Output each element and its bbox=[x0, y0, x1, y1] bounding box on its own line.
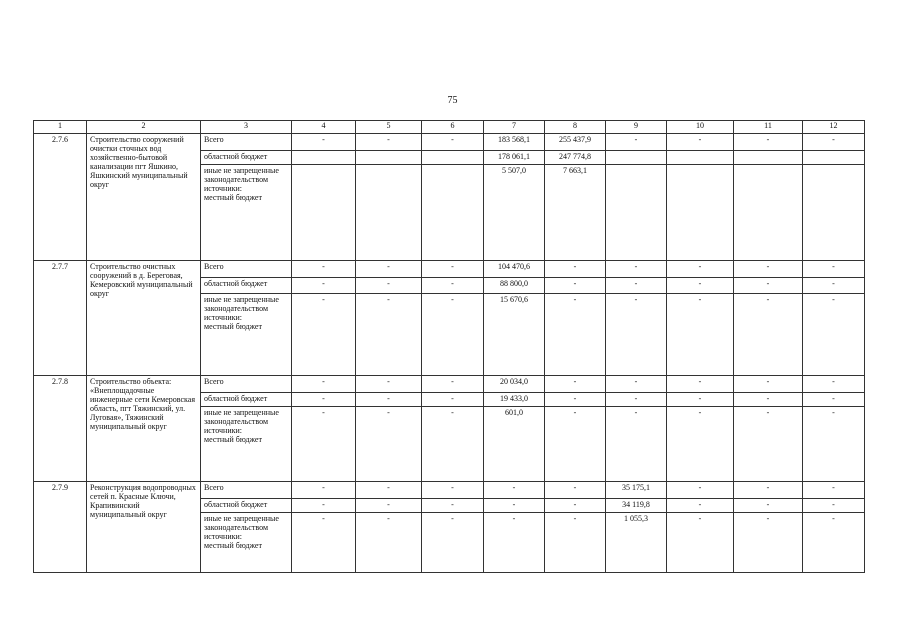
item-name: Строительство сооружений очистки сточных вод хозяйственно-бытовой канализации пгт Яшкино, Яшкинский муниципальный округ bbox=[87, 134, 201, 261]
value-cell: - bbox=[356, 513, 422, 573]
value-cell: - bbox=[667, 407, 734, 482]
value-cell: - bbox=[356, 376, 422, 393]
column-number-10: 10 bbox=[667, 121, 734, 134]
source-label-regional: областной бюджет bbox=[201, 151, 292, 165]
value-cell: - bbox=[484, 482, 545, 499]
value-cell: - bbox=[422, 482, 484, 499]
value-cell bbox=[422, 165, 484, 261]
value-cell: - bbox=[803, 482, 865, 499]
value-cell: - bbox=[545, 278, 606, 294]
value-cell bbox=[734, 165, 803, 261]
source-label-regional: областной бюджет bbox=[201, 499, 292, 513]
value-cell: - bbox=[356, 261, 422, 278]
column-number-3: 3 bbox=[201, 121, 292, 134]
value-cell: - bbox=[734, 134, 803, 151]
value-cell bbox=[667, 151, 734, 165]
value-cell: - bbox=[545, 261, 606, 278]
value-cell: - bbox=[734, 294, 803, 376]
value-cell: - bbox=[545, 294, 606, 376]
table-row bbox=[34, 134, 865, 151]
value-cell bbox=[292, 165, 356, 261]
value-cell: - bbox=[484, 513, 545, 573]
value-cell: - bbox=[422, 393, 484, 407]
column-number-9: 9 bbox=[606, 121, 667, 134]
value-cell: - bbox=[606, 261, 667, 278]
value-cell: - bbox=[734, 376, 803, 393]
value-cell: - bbox=[667, 393, 734, 407]
column-number-6: 6 bbox=[422, 121, 484, 134]
value-cell: 35 175,1 bbox=[606, 482, 667, 499]
source-label-total: Всего bbox=[201, 261, 292, 278]
column-number-8: 8 bbox=[545, 121, 606, 134]
value-cell: - bbox=[803, 294, 865, 376]
item-name: Реконструкция водопроводных сетей п. Красные Ключи, Крапивинский муниципальный округ bbox=[87, 482, 201, 573]
value-cell: - bbox=[292, 407, 356, 482]
value-cell: - bbox=[422, 499, 484, 513]
column-number-5: 5 bbox=[356, 121, 422, 134]
value-cell: - bbox=[292, 513, 356, 573]
column-number-12: 12 bbox=[803, 121, 865, 134]
column-number-2: 2 bbox=[87, 121, 201, 134]
value-cell: - bbox=[292, 134, 356, 151]
value-cell bbox=[803, 151, 865, 165]
source-label-total: Всего bbox=[201, 482, 292, 499]
column-number-4: 4 bbox=[292, 121, 356, 134]
other-sources-label: иные не запрещенные законодательством источники: bbox=[204, 408, 279, 435]
value-cell: - bbox=[734, 499, 803, 513]
value-cell: - bbox=[356, 482, 422, 499]
value-cell: 20 034,0 bbox=[484, 376, 545, 393]
value-cell: - bbox=[545, 407, 606, 482]
value-cell: 247 774,8 bbox=[545, 151, 606, 165]
value-cell: - bbox=[292, 294, 356, 376]
value-cell: - bbox=[545, 513, 606, 573]
value-cell: 183 568,1 bbox=[484, 134, 545, 151]
source-label-regional: областной бюджет bbox=[201, 278, 292, 294]
value-cell: 88 800,0 bbox=[484, 278, 545, 294]
value-cell bbox=[356, 151, 422, 165]
other-sources-label: иные не запрещенные законодательством источники: bbox=[204, 166, 279, 193]
value-cell: - bbox=[356, 393, 422, 407]
page-number: 75 bbox=[447, 95, 458, 106]
value-cell: - bbox=[803, 261, 865, 278]
item-name: Строительство объекта: «Внеплощадочные инженерные сети Кемеровская область, пгт Тяжинский, ул. Луговая», Тяжинский муниципальный округ bbox=[87, 376, 201, 482]
value-cell: - bbox=[667, 134, 734, 151]
table-row bbox=[34, 376, 865, 393]
item-number: 2.7.9 bbox=[34, 482, 87, 573]
value-cell bbox=[356, 165, 422, 261]
column-numbers-row bbox=[34, 121, 865, 134]
value-cell: 104 470,6 bbox=[484, 261, 545, 278]
value-cell: - bbox=[734, 278, 803, 294]
value-cell: 34 119,8 bbox=[606, 499, 667, 513]
source-label-other bbox=[201, 407, 292, 482]
value-cell: - bbox=[606, 294, 667, 376]
value-cell: - bbox=[734, 513, 803, 573]
table-row bbox=[34, 482, 865, 499]
value-cell: - bbox=[803, 134, 865, 151]
value-cell: - bbox=[292, 393, 356, 407]
value-cell: - bbox=[606, 393, 667, 407]
value-cell: - bbox=[356, 278, 422, 294]
value-cell: - bbox=[667, 513, 734, 573]
table-header bbox=[34, 121, 865, 134]
source-label-other bbox=[201, 513, 292, 573]
value-cell: - bbox=[422, 294, 484, 376]
value-cell: - bbox=[292, 278, 356, 294]
value-cell: - bbox=[734, 393, 803, 407]
value-cell bbox=[292, 151, 356, 165]
value-cell: - bbox=[356, 499, 422, 513]
value-cell: 7 663,1 bbox=[545, 165, 606, 261]
item-number: 2.7.8 bbox=[34, 376, 87, 482]
column-number-1: 1 bbox=[34, 121, 87, 134]
source-label-other bbox=[201, 294, 292, 376]
source-label-other bbox=[201, 165, 292, 261]
value-cell: - bbox=[545, 499, 606, 513]
source-label-total: Всего bbox=[201, 134, 292, 151]
value-cell: - bbox=[356, 134, 422, 151]
table-row bbox=[34, 261, 865, 278]
value-cell bbox=[422, 151, 484, 165]
value-cell: 19 433,0 bbox=[484, 393, 545, 407]
value-cell: - bbox=[422, 134, 484, 151]
value-cell: - bbox=[667, 294, 734, 376]
local-budget-label: местный бюджет bbox=[204, 193, 262, 202]
value-cell: - bbox=[734, 482, 803, 499]
value-cell bbox=[734, 151, 803, 165]
budget-table bbox=[33, 120, 865, 573]
value-cell bbox=[803, 165, 865, 261]
value-cell: - bbox=[606, 407, 667, 482]
value-cell: - bbox=[803, 407, 865, 482]
value-cell: - bbox=[667, 278, 734, 294]
value-cell: - bbox=[292, 499, 356, 513]
value-cell: - bbox=[734, 407, 803, 482]
value-cell: - bbox=[422, 376, 484, 393]
value-cell: 178 061,1 bbox=[484, 151, 545, 165]
table-body bbox=[34, 134, 865, 573]
item-name: Строительство очистных сооружений в д. Береговая, Кемеровский муниципальный округ bbox=[87, 261, 201, 376]
value-cell: - bbox=[422, 513, 484, 573]
value-cell: - bbox=[667, 482, 734, 499]
value-cell: - bbox=[803, 499, 865, 513]
value-cell: - bbox=[356, 407, 422, 482]
value-cell: - bbox=[292, 261, 356, 278]
column-number-7: 7 bbox=[484, 121, 545, 134]
other-sources-label: иные не запрещенные законодательством источники: bbox=[204, 295, 279, 322]
value-cell: - bbox=[484, 499, 545, 513]
value-cell: - bbox=[667, 261, 734, 278]
value-cell: - bbox=[545, 482, 606, 499]
value-cell: 15 670,6 bbox=[484, 294, 545, 376]
column-number-11: 11 bbox=[734, 121, 803, 134]
item-number: 2.7.6 bbox=[34, 134, 87, 261]
value-cell: - bbox=[606, 376, 667, 393]
value-cell: - bbox=[545, 376, 606, 393]
value-cell: - bbox=[422, 278, 484, 294]
value-cell: - bbox=[803, 376, 865, 393]
value-cell: - bbox=[803, 278, 865, 294]
value-cell: - bbox=[545, 393, 606, 407]
value-cell: - bbox=[292, 376, 356, 393]
value-cell: - bbox=[667, 499, 734, 513]
source-label-regional: областной бюджет bbox=[201, 393, 292, 407]
value-cell: - bbox=[734, 261, 803, 278]
value-cell: 1 055,3 bbox=[606, 513, 667, 573]
local-budget-label: местный бюджет bbox=[204, 322, 262, 331]
value-cell: - bbox=[422, 261, 484, 278]
local-budget-label: местный бюджет bbox=[204, 435, 262, 444]
value-cell: - bbox=[606, 278, 667, 294]
value-cell: 5 507,0 bbox=[484, 165, 545, 261]
value-cell: - bbox=[606, 134, 667, 151]
item-number: 2.7.7 bbox=[34, 261, 87, 376]
value-cell: - bbox=[356, 294, 422, 376]
value-cell bbox=[606, 151, 667, 165]
source-label-total: Всего bbox=[201, 376, 292, 393]
value-cell: - bbox=[803, 393, 865, 407]
value-cell: 601,0 bbox=[484, 407, 545, 482]
other-sources-label: иные не запрещенные законодательством источники: bbox=[204, 514, 279, 541]
value-cell: 255 437,9 bbox=[545, 134, 606, 151]
value-cell: - bbox=[422, 407, 484, 482]
value-cell: - bbox=[667, 376, 734, 393]
local-budget-label: местный бюджет bbox=[204, 541, 262, 550]
value-cell: - bbox=[803, 513, 865, 573]
value-cell bbox=[606, 165, 667, 261]
value-cell bbox=[667, 165, 734, 261]
value-cell: - bbox=[292, 482, 356, 499]
